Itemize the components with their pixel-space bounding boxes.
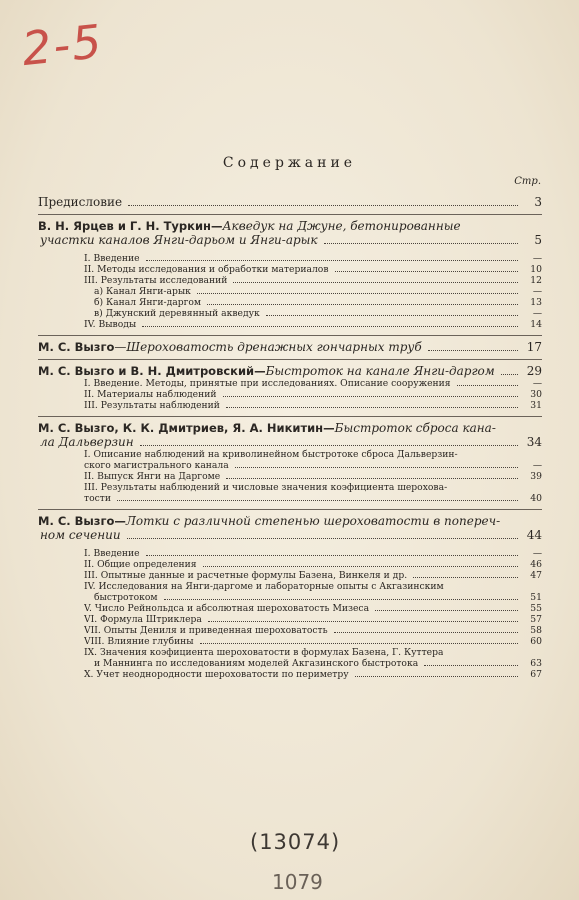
toc-page-number: 47 xyxy=(530,570,542,581)
toc-entry-continued xyxy=(38,493,542,504)
toc-entry-text: VI. Формула Штриклера xyxy=(84,614,202,625)
toc-entry-text: I. Введение xyxy=(84,548,140,559)
leader-dots xyxy=(146,260,518,261)
toc-entry xyxy=(38,482,542,493)
leader-dots xyxy=(428,350,518,351)
toc-entry-text: VII. Опыты Дениля и приведенная шероховатость xyxy=(84,625,328,636)
leader-dots xyxy=(324,243,518,244)
handwritten-note: 2-5 xyxy=(19,13,106,77)
leader-dots xyxy=(146,555,518,556)
toc-entry-text: II. Выпуск Янги на Даргоме xyxy=(84,471,221,482)
divider xyxy=(38,359,542,360)
leader-dots xyxy=(233,282,518,283)
toc-entry-text: IV. Выводы xyxy=(84,319,137,330)
toc-entry-text-continued: ского магистрального канала xyxy=(84,460,229,471)
toc-page-number: — xyxy=(532,378,542,389)
toc-entry xyxy=(38,636,542,647)
toc-entry xyxy=(38,548,542,559)
toc-entry xyxy=(38,400,542,411)
toc-entry-text: Предисловие xyxy=(38,195,123,209)
page-column-label: Стр. xyxy=(514,176,541,187)
toc-page-number: 39 xyxy=(530,471,542,482)
toc-entry xyxy=(38,319,542,330)
leader-dots xyxy=(335,271,518,272)
toc-page-number: 17 xyxy=(526,340,542,354)
toc-page-number: 55 xyxy=(530,603,542,614)
toc-page-number: 10 xyxy=(530,264,542,275)
leader-dots xyxy=(203,566,518,567)
toc-page-number: 58 xyxy=(530,625,542,636)
leader-dots xyxy=(142,326,518,327)
section-title: Быстроток на канале Янги-даргом xyxy=(265,364,495,378)
toc-entry-text: III. Результаты наблюдений и числовые значения коэфициента шерохова- xyxy=(84,482,448,493)
toc-entry xyxy=(38,603,542,614)
toc-entry xyxy=(38,669,542,680)
leader-dots xyxy=(235,467,518,468)
toc-section-continued xyxy=(38,435,542,449)
section-title: Лотки с различной степенью шероховатости в попереч- xyxy=(125,514,501,528)
leader-dots xyxy=(226,407,518,408)
toc-entry xyxy=(38,581,542,592)
section-author: М. С. Вызго xyxy=(38,340,115,354)
toc-entry-continued xyxy=(38,460,542,471)
toc-page-number: — xyxy=(532,286,542,297)
toc-entry xyxy=(38,264,542,275)
toc-page-number: 67 xyxy=(530,669,542,680)
leader-dots xyxy=(266,315,518,316)
divider xyxy=(38,416,542,417)
toc-entry xyxy=(38,471,542,482)
toc-entry xyxy=(38,286,542,297)
toc-entry-text: I. Введение. Методы, принятые при исследованиях. Описание сооружения xyxy=(84,378,451,389)
toc-entry xyxy=(38,614,542,625)
section-author: М. С. Вызго, К. К. Дмитриев, Я. А. Никитин— xyxy=(38,421,335,435)
leader-dots xyxy=(117,500,518,501)
toc-entry xyxy=(38,625,542,636)
leader-dots xyxy=(226,478,518,479)
toc-entry xyxy=(38,570,542,581)
section-author: В. Н. Ярцев и Г. Н. Туркин— xyxy=(38,219,223,233)
leader-dots xyxy=(457,385,518,386)
inventory-number: 1079 xyxy=(272,870,323,894)
toc-entry xyxy=(38,389,542,400)
toc-page-number: — xyxy=(532,308,542,319)
toc-page-number: 13 xyxy=(530,297,542,308)
toc-section xyxy=(38,514,542,528)
section-title-continued: ла Дальверзин xyxy=(40,435,134,449)
toc-section xyxy=(38,421,542,435)
toc-entry-text: I. Описание наблюдений на криволинейном быстротоке сброса Дальверзин- xyxy=(84,449,458,460)
toc-entry xyxy=(38,647,542,658)
toc-section xyxy=(38,364,542,378)
page-title: Содержание xyxy=(222,155,357,171)
toc-page-number: 3 xyxy=(534,195,542,209)
leader-dots xyxy=(127,538,518,539)
leader-dots xyxy=(164,599,518,600)
toc-entry-text: в) Джунский деревянный акведук xyxy=(94,308,260,319)
leader-dots xyxy=(200,643,518,644)
divider xyxy=(38,335,542,336)
toc-section-continued xyxy=(38,233,542,247)
toc-entry-continued xyxy=(38,592,542,603)
leader-dots xyxy=(207,304,518,305)
toc-page-number: 40 xyxy=(530,493,542,504)
toc-section-continued xyxy=(38,528,542,542)
toc-page-number: 46 xyxy=(530,559,542,570)
toc-entry xyxy=(38,275,542,286)
divider xyxy=(38,214,542,215)
toc-entry xyxy=(38,253,542,264)
leader-dots xyxy=(197,293,518,294)
section-title-continued: ном сечении xyxy=(40,528,121,542)
toc-entry-text: V. Число Рейнольдса и абсолютная шероховатость Мизеса xyxy=(84,603,370,614)
leader-dots xyxy=(424,665,518,666)
toc-entry xyxy=(38,449,542,460)
toc-page-number: 34 xyxy=(526,435,542,449)
toc-page-number: 30 xyxy=(530,389,542,400)
toc-entry-text: X. Учет неоднородности шероховатости по периметру xyxy=(84,669,349,680)
toc-entry-text-continued: быстротоком xyxy=(94,592,158,603)
inventory-stamp: (13074) xyxy=(250,830,341,854)
leader-dots xyxy=(413,577,518,578)
toc-entry xyxy=(38,559,542,570)
section-title: Акведук на Джуне, бетонированные xyxy=(222,219,461,233)
section-title: —Шероховатость дренажных гончарных труб xyxy=(114,340,422,354)
leader-dots xyxy=(140,445,518,446)
toc-entry-text: III. Опытные данные и расчетные формулы Базена, Винкеля и др. xyxy=(84,570,408,581)
section-author: М. С. Вызго и В. Н. Дмитровский— xyxy=(38,364,266,378)
leader-dots xyxy=(223,396,519,397)
toc-entry-text: III. Результаты исследований xyxy=(84,275,228,286)
toc-entry xyxy=(38,297,542,308)
toc-entry-text: а) Канал Янги-арык xyxy=(94,286,191,297)
toc-entry-text: III. Результаты наблюдений xyxy=(84,400,220,411)
section-title-continued: участки каналов Янги-дарьом и Янги-арык xyxy=(40,233,318,247)
toc-page-number: 60 xyxy=(530,636,542,647)
toc-entry xyxy=(38,195,542,209)
toc-entry-text-continued: и Маннинга по исследованиям моделей Акгазинского быстротока xyxy=(94,658,419,669)
toc-entry-text: VIII. Влияние глубины xyxy=(84,636,194,647)
toc-section xyxy=(38,340,542,354)
leader-dots xyxy=(501,374,518,375)
leader-dots xyxy=(208,621,518,622)
table-of-contents xyxy=(38,192,542,680)
toc-entry-continued xyxy=(38,658,542,669)
toc-entry-text: II. Материалы наблюдений xyxy=(84,389,217,400)
toc-page-number: — xyxy=(532,548,542,559)
leader-dots xyxy=(334,632,518,633)
toc-entry-text: б) Канал Янги-даргом xyxy=(94,297,202,308)
leader-dots xyxy=(128,205,518,206)
leader-dots xyxy=(355,676,518,677)
toc-page-number: 5 xyxy=(534,233,542,247)
toc-page-number: 14 xyxy=(530,319,542,330)
toc-entry-text: I. Введение xyxy=(84,253,140,264)
section-title: Быстроток сброса кана- xyxy=(334,421,496,435)
toc-entry-text: IV. Исследования на Янги-даргоме и лабораторные опыты с Акгазинским xyxy=(84,581,444,592)
toc-entry-text: IX. Значения коэфициента шероховатости в формулах Базена, Г. Куттера xyxy=(84,647,444,658)
toc-page-number: 63 xyxy=(530,658,542,669)
toc-page-number: 31 xyxy=(530,400,542,411)
section-author: М. С. Вызго— xyxy=(38,514,126,528)
toc-page-number: 12 xyxy=(530,275,542,286)
toc-entry-text-continued: тости xyxy=(84,493,111,504)
toc-entry xyxy=(38,308,542,319)
toc-page-number: 29 xyxy=(526,364,542,378)
divider xyxy=(38,509,542,510)
toc-entry-text: II. Общие определения xyxy=(84,559,197,570)
toc-page-number: 57 xyxy=(530,614,542,625)
leader-dots xyxy=(375,610,518,611)
toc-page-number: 44 xyxy=(526,528,542,542)
toc-page-number: — xyxy=(532,253,542,264)
toc-entry-text: II. Методы исследования и обработки материалов xyxy=(84,264,329,275)
toc-page-number: — xyxy=(532,460,542,471)
toc-section xyxy=(38,219,542,233)
toc-page-number: 51 xyxy=(530,592,542,603)
toc-entry xyxy=(38,378,542,389)
